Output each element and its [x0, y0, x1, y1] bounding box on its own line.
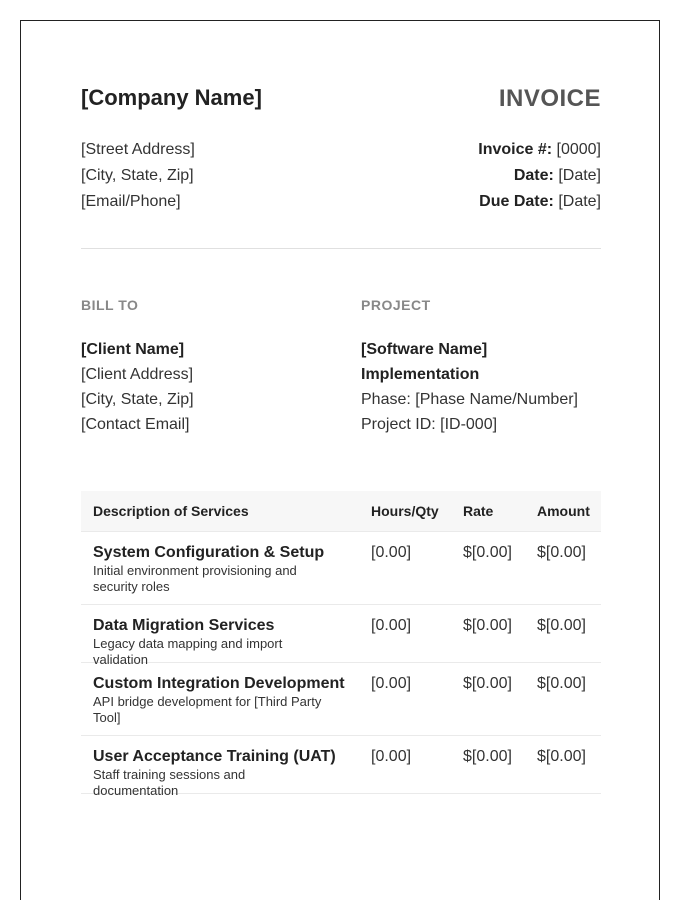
- header-qty: Hours/Qty: [371, 503, 439, 519]
- invoice-date-line: [478, 163, 601, 189]
- company-name: [Company Name]: [81, 85, 262, 110]
- table-row: [81, 736, 601, 798]
- row-qty: [0.00]: [371, 617, 412, 634]
- invoice-title: INVOICE: [498, 85, 601, 112]
- software-name: [Software Name]: [361, 341, 488, 358]
- project-section: [361, 297, 601, 437]
- invoice-date-value: [Date]: [558, 167, 601, 184]
- bill-to-label: BILL TO: [81, 297, 139, 313]
- project-label: PROJECT: [361, 297, 431, 313]
- row-description: [81, 747, 359, 798]
- table-row: [81, 663, 601, 736]
- service-name: User Acceptance Training (UAT): [93, 748, 336, 765]
- client-email: [Contact Email]: [81, 416, 190, 433]
- row-rate: $[0.00]: [463, 748, 512, 765]
- row-description: [81, 616, 359, 667]
- company-street: [Street Address]: [81, 141, 195, 158]
- services-table: [81, 491, 601, 798]
- header-description: Description of Services: [93, 503, 249, 519]
- row-rate: $[0.00]: [463, 617, 512, 634]
- row-rate: $[0.00]: [463, 544, 512, 561]
- row-amount: $[0.00]: [537, 748, 586, 765]
- service-detail: API bridge development for [Third Party Tool]: [93, 694, 322, 725]
- table-row: [81, 605, 601, 667]
- client-name: [Client Name]: [81, 341, 185, 358]
- service-detail: Initial environment provisioning and security roles: [93, 563, 297, 594]
- company-address: [81, 137, 195, 215]
- bill-to-section: [81, 297, 341, 437]
- row-qty: [0.00]: [371, 675, 412, 692]
- row-amount: $[0.00]: [537, 675, 586, 692]
- service-detail: Legacy data mapping and import validation: [93, 636, 283, 667]
- invoice-meta: [478, 137, 601, 215]
- project-phase: Phase: [Phase Name/Number]: [361, 391, 578, 408]
- table-header: [81, 491, 601, 532]
- invoice-number-label: Invoice #:: [478, 141, 553, 158]
- bill-to-details: [81, 337, 341, 437]
- header-rate: Rate: [463, 503, 494, 519]
- row-rate: $[0.00]: [463, 675, 512, 692]
- table-row: [81, 532, 601, 605]
- row-description: [81, 674, 359, 735]
- company-contact: [Email/Phone]: [81, 193, 181, 210]
- due-date-label: Due Date:: [479, 193, 554, 210]
- header-divider: [81, 248, 601, 249]
- service-detail: Staff training sessions and documentation: [93, 767, 246, 798]
- invoice-date-label: Date:: [513, 167, 554, 184]
- row-amount: $[0.00]: [537, 617, 586, 634]
- invoice-header: [81, 85, 601, 215]
- invoice-number-value: [0000]: [556, 141, 601, 158]
- invoice-page: [20, 20, 660, 900]
- due-date-line: [478, 189, 601, 215]
- row-qty: [0.00]: [371, 544, 412, 561]
- project-details: [361, 337, 601, 437]
- due-date-value: [Date]: [558, 193, 601, 210]
- row-amount: $[0.00]: [537, 544, 586, 561]
- client-address: [Client Address]: [81, 366, 194, 383]
- service-name: Data Migration Services: [93, 617, 275, 634]
- header-amount: Amount: [537, 503, 590, 519]
- project-id: Project ID: [ID-000]: [361, 416, 498, 433]
- company-city: [City, State, Zip]: [81, 167, 194, 184]
- invoice-number-line: [478, 137, 601, 163]
- row-description: [81, 543, 359, 604]
- service-name: System Configuration & Setup: [93, 544, 325, 561]
- client-city: [City, State, Zip]: [81, 391, 194, 408]
- row-qty: [0.00]: [371, 748, 412, 765]
- service-name: Custom Integration Development: [93, 675, 345, 692]
- project-type: Implementation: [361, 366, 480, 383]
